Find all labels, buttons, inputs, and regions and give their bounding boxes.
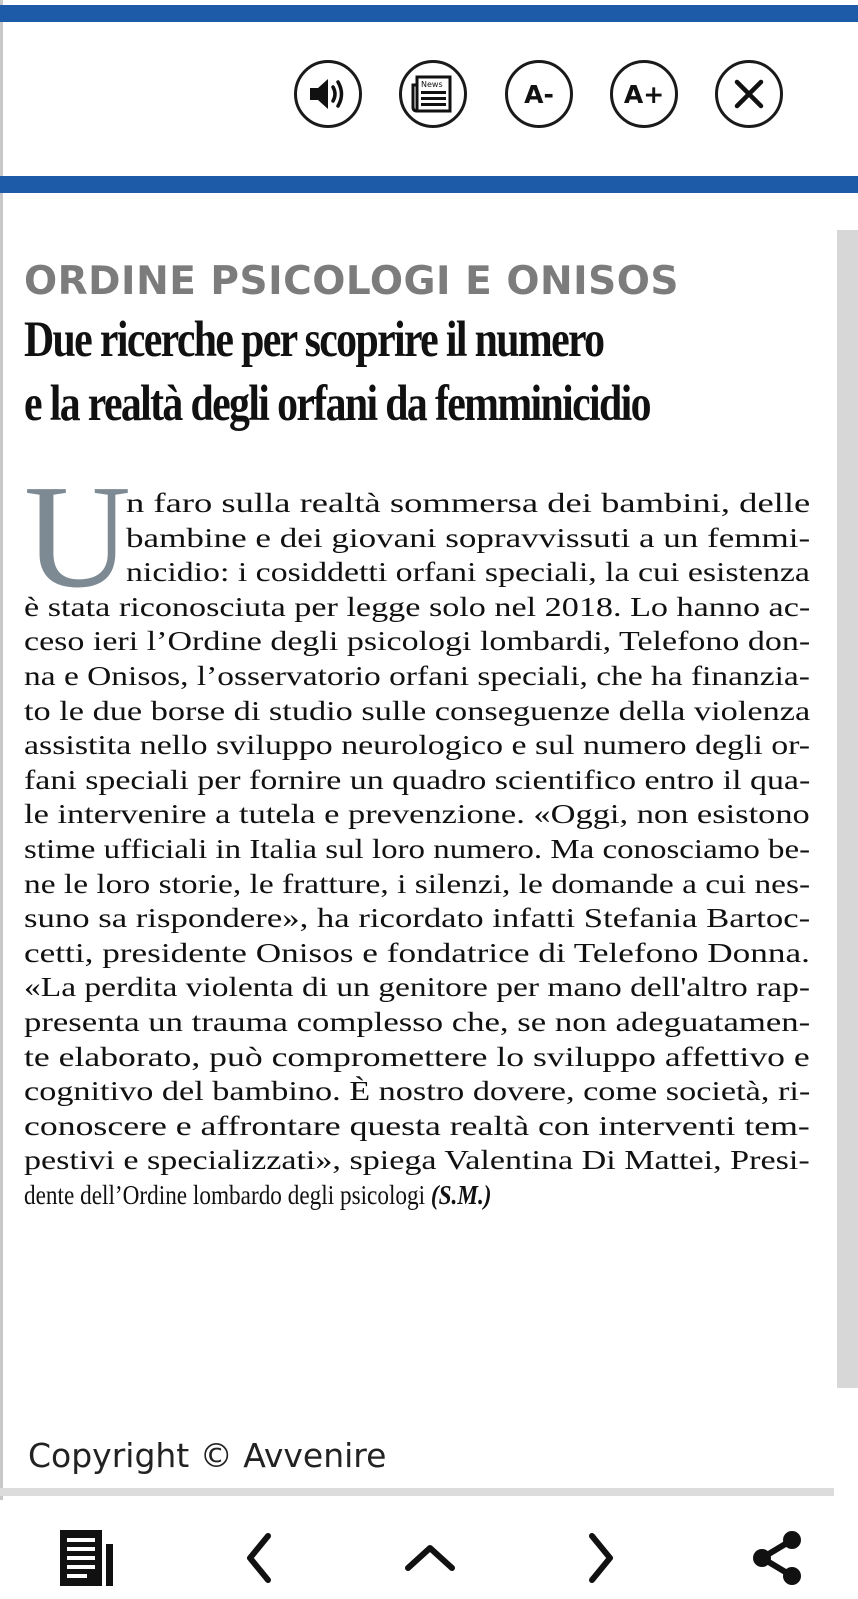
speaker-icon [306,74,350,114]
chevron-up-icon [402,1538,458,1578]
decrease-font-label: A- [524,79,554,109]
footer-separator [0,1488,834,1496]
body-line: nicidio: i cosiddetti orfani speciali, la cui esistenza [126,557,810,588]
body-line: conoscere e affrontare questa realtà con interventi tem- [24,1110,810,1141]
close-button[interactable] [715,60,783,128]
body-line: assistita nello sviluppo neurologico e sul numero degli or- [24,730,811,761]
header-accent-bar [0,176,858,193]
decrease-font-button[interactable] [505,60,573,128]
body-line: ne le loro storie, le fratture, i silenzi, le domande a cui nes- [24,868,811,899]
body-line: suno sa rispondere», ha ricordato infatti Stefania Bartoc- [24,903,811,934]
body-line: te elaborato, può compromettere lo sviluppo affettivo e [24,1041,810,1072]
newspaper-icon [410,73,456,115]
reader-toolbar [0,60,858,136]
body-line: fani speciali per fornire un quadro scientifico entro il qua- [24,764,811,795]
close-icon [731,76,767,112]
body-line: «La perdita violenta di un genitore per mano dell'altro rap- [24,972,811,1003]
news-label: News [421,80,443,89]
article-kicker: ORDINE PSICOLOGI E ONISOS [24,259,679,304]
body-line: n faro sulla realtà sommersa dei bambini, delle [126,488,811,518]
audio-button[interactable] [294,60,362,128]
body-line: stime ufficiali in Italia sul loro numero. Ma conosciamo be- [24,833,811,864]
article-list-icon [50,1526,118,1590]
body-line: to le due borse di studio sulle conseguenze della violenza [24,695,811,726]
body-line: cognitivo del bambino. È nostro dovere, come società, ri- [24,1076,811,1107]
increase-font-label: A+ [623,79,665,109]
article-body [24,455,824,1212]
top-accent-bar [0,5,858,22]
scrollbar[interactable] [837,230,858,1388]
page-left-edge [0,0,3,1500]
news-button[interactable] [399,60,467,128]
chevron-left-icon [240,1530,280,1586]
headline-line-2: e la realtà degli orfani da femminicidio [24,376,650,432]
increase-font-button[interactable] [610,60,678,128]
article-header [24,258,834,436]
copyright-notice: Copyright © Avvenire [28,1436,387,1475]
body-line: è stata riconosciuta per legge solo nel 2018. Lo hanno ac- [24,591,811,622]
chevron-right-icon [580,1530,620,1586]
bottom-nav [0,1510,858,1599]
body-line: ceso ieri l’Ordine degli psicologi lombardi, Telefono don- [24,626,811,657]
articles-list-button[interactable] [44,1518,124,1598]
body-last-line: dente dell’Ordine lombardo degli psicologi [24,1179,426,1210]
body-line: cetti, presidente Onisos e fondatrice di Telefono Donna. [24,937,810,968]
scroll-top-button[interactable] [390,1518,470,1598]
article-signature: (S.M.) [430,1179,492,1210]
body-line: le intervenire a tutela e prevenzione. «Oggi, non esistono [24,799,810,830]
headline-line-1: Due ricerche per scoprire il numero [24,312,604,368]
body-line: bambine e dei giovani sopravvissuti a un femmi- [126,522,811,553]
drop-cap: U [24,455,131,619]
next-button[interactable] [560,1518,640,1598]
share-icon [748,1528,808,1588]
body-line: na e Onisos, l’osservatorio orfani speciali, che ha finanzia- [24,660,810,691]
article-headline [24,308,836,436]
body-line [24,1178,824,1213]
share-button[interactable] [738,1518,818,1598]
previous-button[interactable] [220,1518,300,1598]
body-line: pestivi e specializzati», spiega Valentina Di Mattei, Presi- [24,1145,810,1176]
body-line: presenta un trauma complesso che, se non adeguatamen- [24,1006,811,1037]
